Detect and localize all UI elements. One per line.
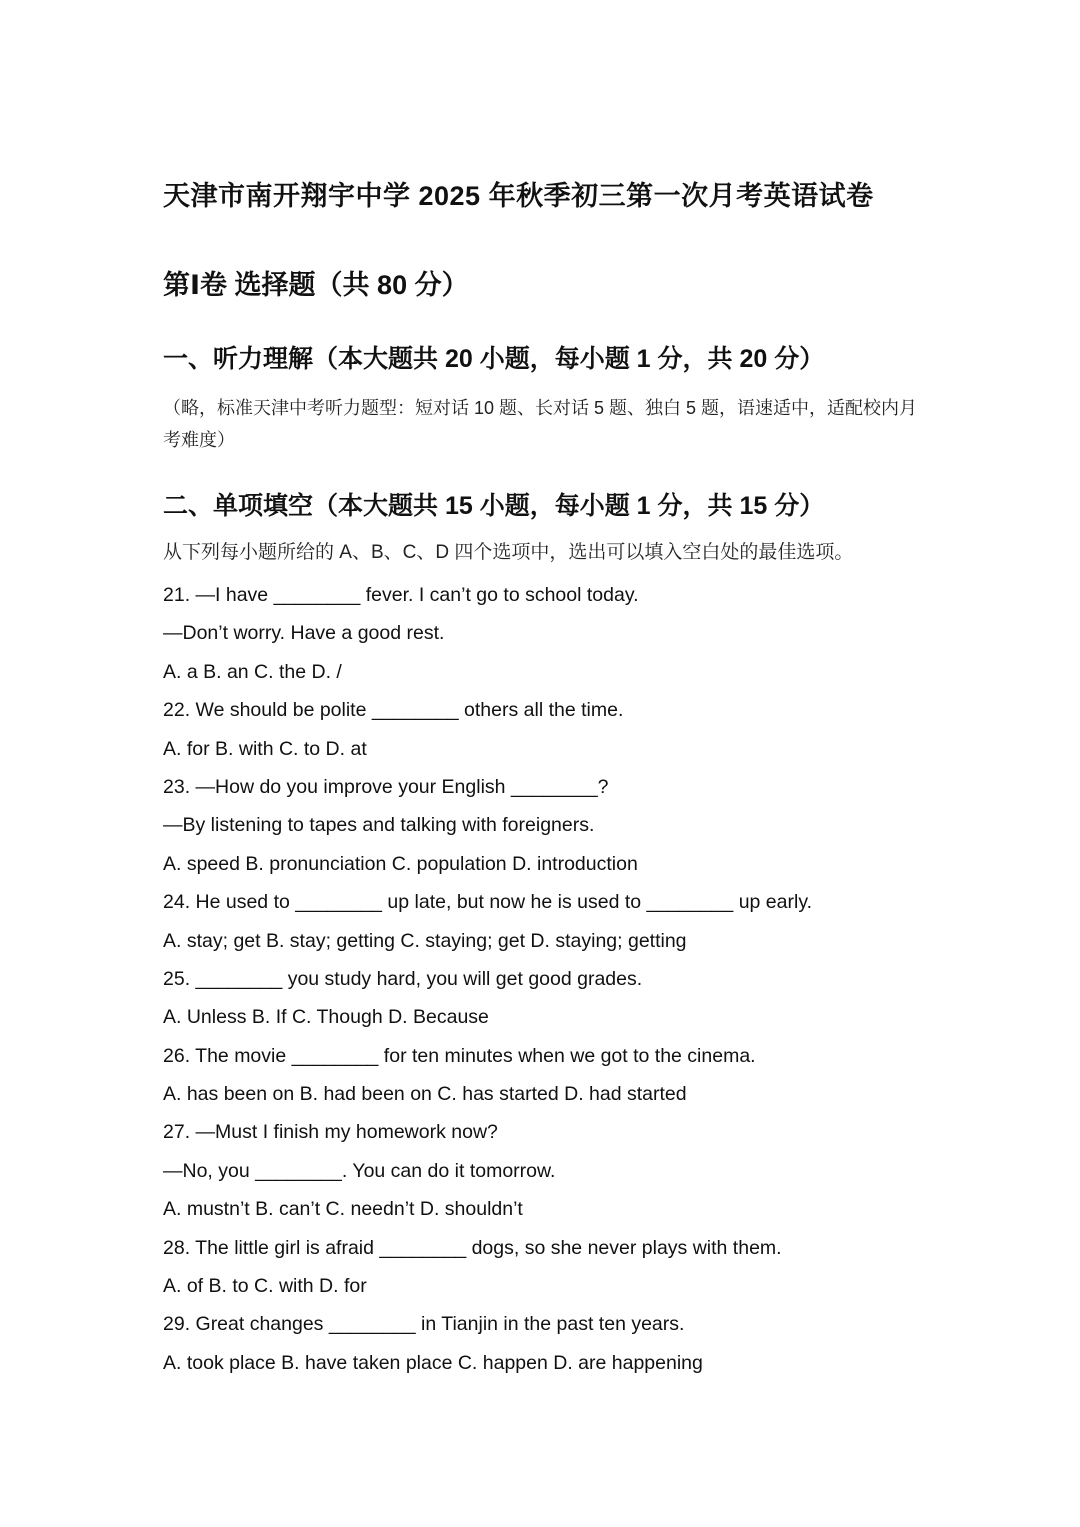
question-29-options: A. took place B. have taken place C. happen D. are happening <box>163 1351 703 1374</box>
question-21-options: A. a B. an C. the D. / <box>163 660 342 683</box>
question-24-options: A. stay; get B. stay; getting C. staying; get D. staying; getting <box>163 929 687 952</box>
question-27-options: A. mustn’t B. can’t C. needn’t D. shouldn’t <box>163 1198 523 1221</box>
question-25: 25. ________ you study hard, you will get good grades. <box>163 967 643 990</box>
listening-note: （略，标准天津中考听力题型：短对话 10 题、长对话 5 题、独白 5 题，语速适中，适配校内月考难度） <box>163 398 918 450</box>
section-listening-heading: 一、听力理解（本大题共 20 小题，每小题 1 分，共 20 分） <box>163 345 825 373</box>
exam-title: 天津市南开翔宇中学 2025 年秋季初三第一次月考英语试卷 <box>163 181 874 211</box>
section-single-choice-heading: 二、单项填空（本大题共 15 小题，每小题 1 分，共 15 分） <box>163 492 825 520</box>
question-22-options: A. for B. with C. to D. at <box>163 737 367 760</box>
section-instruction: 从下列每小题所给的 A、B、C、D 四个选项中，选出可以填入空白处的最佳选项。 <box>163 542 854 563</box>
question-28-options: A. of B. to C. with D. for <box>163 1275 367 1298</box>
question-28: 28. The little girl is afraid ________ dogs, so she never plays with them. <box>163 1236 782 1259</box>
question-21: 21. —I have ________ fever. I can’t go to school today. <box>163 584 639 606</box>
question-22: 22. We should be polite ________ others all the time. <box>163 699 624 722</box>
question-25-options: A. Unless B. If C. Though D. Because <box>163 1006 489 1029</box>
question-23-reply: —By listening to tapes and talking with foreigners. <box>163 814 595 837</box>
question-27-reply: —No, you ________. You can do it tomorrow. <box>163 1159 556 1182</box>
part-heading: 第Ⅰ卷 选择题（共 80 分） <box>163 270 469 300</box>
question-23-options: A. speed B. pronunciation C. population D. introduction <box>163 852 638 875</box>
question-26-options: A. has been on B. had been on C. has started D. had started <box>163 1083 687 1106</box>
question-21-reply: —Don’t worry. Have a good rest. <box>163 622 445 645</box>
question-list <box>163 576 963 1382</box>
question-24: 24. He used to ________ up late, but now he is used to ________ up early. <box>163 891 813 914</box>
question-23: 23. —How do you improve your English ________? <box>163 775 609 798</box>
question-26: 26. The movie ________ for ten minutes when we got to the cinema. <box>163 1044 756 1067</box>
question-27: 27. —Must I finish my homework now? <box>163 1121 498 1144</box>
question-29: 29. Great changes ________ in Tianjin in the past ten years. <box>163 1313 685 1336</box>
